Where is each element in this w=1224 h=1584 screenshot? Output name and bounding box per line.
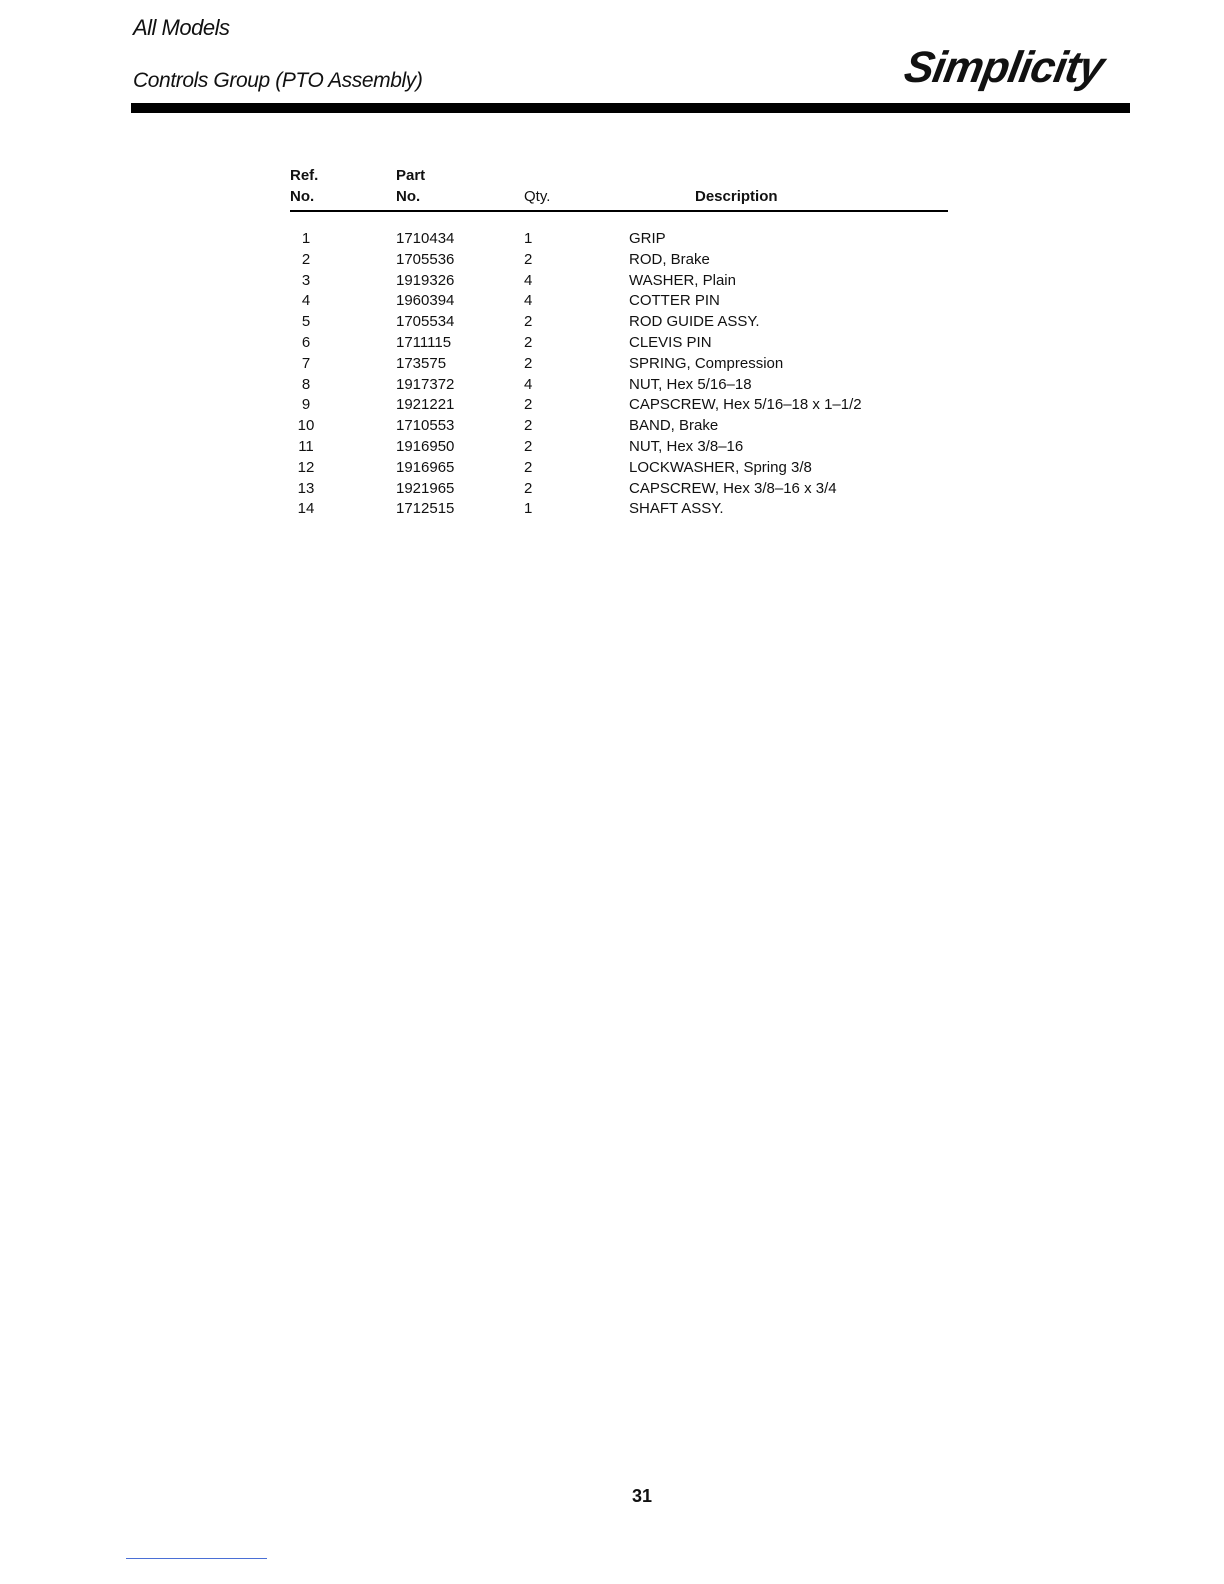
row-description-cell: BAND, Brake: [629, 417, 719, 435]
table-header-rule: [290, 210, 948, 212]
row-qty-cell: 2: [524, 250, 533, 268]
row-part-cell: 1710434: [396, 230, 455, 247]
table-row: [0, 270, 1224, 291]
row-qty-cell: 2: [524, 417, 533, 435]
row-qty-cell: 2: [524, 333, 533, 351]
row-qty-cell: 1: [524, 230, 533, 247]
row-part-cell: 1916965: [396, 458, 455, 476]
row-ref-cell: 9: [301, 396, 311, 414]
row-ref-cell: 13: [297, 479, 315, 497]
table-row: [0, 374, 1224, 395]
column-header-description: Description: [695, 188, 778, 205]
header-models: All Models: [133, 15, 230, 40]
row-qty-cell: 4: [524, 292, 533, 310]
row-part-cell: 1916950: [396, 437, 455, 455]
header-divider: [131, 103, 1130, 113]
row-description-cell: SHAFT ASSY.: [629, 500, 724, 518]
row-qty-cell: 2: [524, 437, 533, 455]
table-row: [0, 311, 1224, 332]
column-header-ref-line1: Ref.: [290, 167, 319, 184]
row-description-cell: CAPSCREW, Hex 5/16–18 x 1–1/2: [629, 396, 862, 414]
row-description-cell: NUT, Hex 3/8–16: [629, 437, 744, 455]
table-row: [0, 332, 1224, 353]
row-ref-cell: 3: [301, 271, 311, 289]
row-part-cell: 1711115: [396, 333, 452, 351]
page-number: 31: [631, 1486, 653, 1506]
row-ref-cell: 7: [301, 354, 311, 372]
table-row: [0, 353, 1224, 374]
row-qty-cell: 2: [524, 354, 533, 372]
row-ref-cell: 12: [297, 458, 315, 476]
row-part-cell: 1960394: [396, 292, 455, 310]
table-row: [0, 394, 1224, 415]
row-ref-cell: 10: [297, 417, 315, 435]
page-title: Controls Group (PTO Assembly): [133, 69, 423, 92]
column-header-qty: Qty.: [524, 188, 551, 205]
row-description-cell: GRIP: [629, 230, 666, 247]
row-ref-cell: 11: [298, 437, 314, 455]
table-row: [0, 228, 1224, 249]
row-ref-cell: 1: [301, 230, 311, 247]
table-row: [0, 249, 1224, 270]
column-header-part: [396, 165, 425, 207]
row-part-cell: 1921965: [396, 479, 455, 497]
table-row: [0, 415, 1224, 436]
row-ref-cell: 2: [301, 250, 311, 268]
table-row: [0, 498, 1224, 519]
row-qty-cell: 2: [524, 313, 533, 331]
row-part-cell: 1710553: [396, 417, 455, 435]
column-header-part-line2: No.: [396, 188, 421, 205]
row-description-cell: WASHER, Plain: [629, 271, 736, 289]
row-part-cell: 1705536: [396, 250, 455, 268]
row-description-cell: NUT, Hex 5/16–18: [629, 375, 752, 393]
row-description-cell: ROD, Brake: [629, 250, 710, 268]
row-qty-cell: 2: [524, 479, 533, 497]
row-description-cell: CLEVIS PIN: [629, 333, 712, 351]
row-ref-cell: 14: [297, 500, 315, 518]
brand-logo: Simplicity: [900, 43, 1108, 92]
row-description-cell: ROD GUIDE ASSY.: [629, 313, 760, 331]
row-description-cell: CAPSCREW, Hex 3/8–16 x 3/4: [629, 479, 837, 497]
row-qty-cell: 4: [524, 375, 533, 393]
row-qty-cell: 2: [524, 396, 533, 414]
row-ref-cell: 4: [301, 292, 311, 310]
row-part-cell: 1705534: [396, 313, 455, 331]
row-part-cell: 173575: [396, 354, 447, 372]
row-qty-cell: 1: [524, 500, 533, 518]
row-ref-cell: 6: [301, 333, 311, 351]
column-header-ref-line2: No.: [290, 188, 315, 205]
row-part-cell: 1919326: [396, 271, 455, 289]
row-qty-cell: 4: [524, 271, 533, 289]
table-row: [0, 436, 1224, 457]
column-header-part-line1: Part: [396, 167, 426, 184]
row-ref-cell: 8: [301, 375, 311, 393]
row-description-cell: LOCKWASHER, Spring 3/8: [629, 458, 812, 476]
row-description-cell: SPRING, Compression: [629, 354, 784, 372]
column-header-ref: [290, 165, 318, 207]
row-qty-cell: 2: [524, 458, 533, 476]
row-part-cell: 1917372: [396, 375, 455, 393]
row-description-cell: COTTER PIN: [629, 292, 720, 310]
table-row: [0, 457, 1224, 478]
row-ref-cell: 5: [301, 313, 311, 331]
footer-line: [126, 1558, 267, 1559]
row-part-cell: 1712515: [396, 500, 455, 518]
table-row: [0, 290, 1224, 311]
row-part-cell: 1921221: [396, 396, 455, 414]
parts-table-body: [0, 228, 1224, 519]
table-row: [0, 478, 1224, 499]
